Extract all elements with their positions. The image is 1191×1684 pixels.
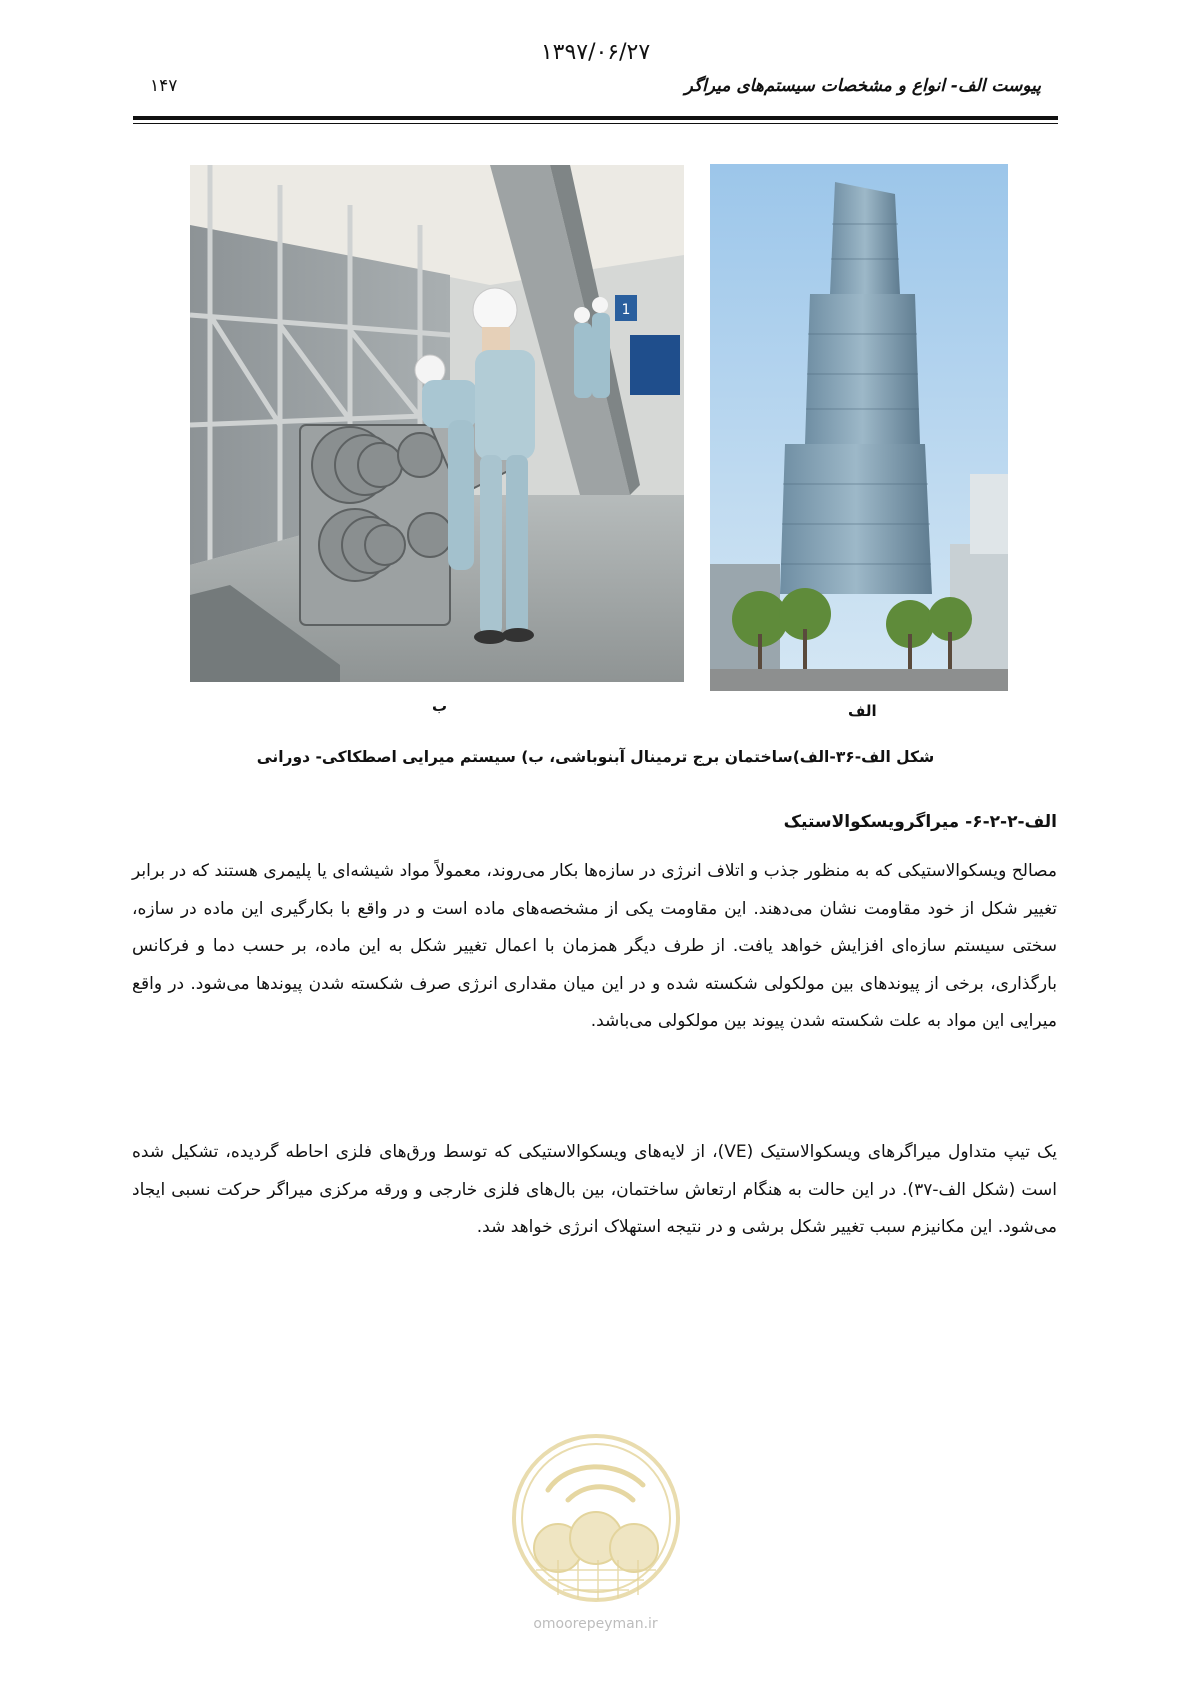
header-rule-thin xyxy=(133,123,1058,124)
damper-installation-photo xyxy=(190,165,684,682)
tower-photo xyxy=(710,164,1008,691)
watermark-logo xyxy=(508,1430,684,1606)
damper-installation-illustration xyxy=(190,165,684,682)
photo-label-b: ب xyxy=(432,697,448,715)
section-heading: الف-۲-۲-۶- میراگرویسکوالاستیک xyxy=(783,812,1057,832)
page-number: ۱۴۷ xyxy=(150,76,178,96)
watermark-url: omoorepeyman.ir xyxy=(533,1616,658,1632)
running-title: پیوست الف- انواع و مشخصات سیستم‌های میراگر xyxy=(684,76,1041,96)
photo-label-alef: الف xyxy=(848,702,877,720)
watermark-seal-icon xyxy=(508,1430,684,1606)
tower-illustration xyxy=(710,164,1008,691)
page-date: ۱۳۹۷/۰۶/۲۷ xyxy=(540,40,651,65)
paragraph-2: یک تیپ متداول میراگرهای ویسکوالاستیک (VE)، از لایه‌های ویسکوالاستیکی که توسط ورق‌های فلزی احاطه گردیده، تشکیل شده است (شکل الف-۳۷). در این حالت به هنگام ارتعاش ساختمان، بین بال‌های فلزی خارجی و ورقه مرکزی میراگر حرکت نسبی ایجاد می‌شود. این مکانیزم سبب تغییر شکل برشی و در نتیجه استهلاک انرژی خواهد شد. xyxy=(132,1142,1058,1237)
paragraph-1: مصالح ویسکوالاستیکی که به منظور جذب و اتلاف انرژی در سازه‌ها بکار می‌روند، معمولاً مواد شیشه‌ای یا پلیمری هستند که در برابر تغییر شکل از خود مقاومت نشان می‌دهند. این مقاومت یکی از مشخصه‌های ماده است و در واقع با بکارگیری این ماده در سازه، سختی سیستم سازه‌ای افزایش خواهد یافت. از طرف دیگر همزمان با اعمال تغییر شکل به این ماده، بر حسب دما و فرکانس بارگذاری، برخی از پیوندهای بین مولکولی شکسته شده و در این میان مقداری انرژی صرف شکسته شدن پیوندها می‌شود. در واقع میرایی این مواد به علت شکسته شدن پیوند بین مولکولی می‌باشد. xyxy=(132,861,1057,1031)
header-rule-thick xyxy=(133,116,1058,120)
figure-caption: شکل الف-۳۶-الف)ساختمان برج ترمینال آبنوباشی، ب) سیستم میرایی اصطکاکی- دورانی xyxy=(256,748,935,766)
corridor-sign-number: 1 xyxy=(621,302,631,318)
